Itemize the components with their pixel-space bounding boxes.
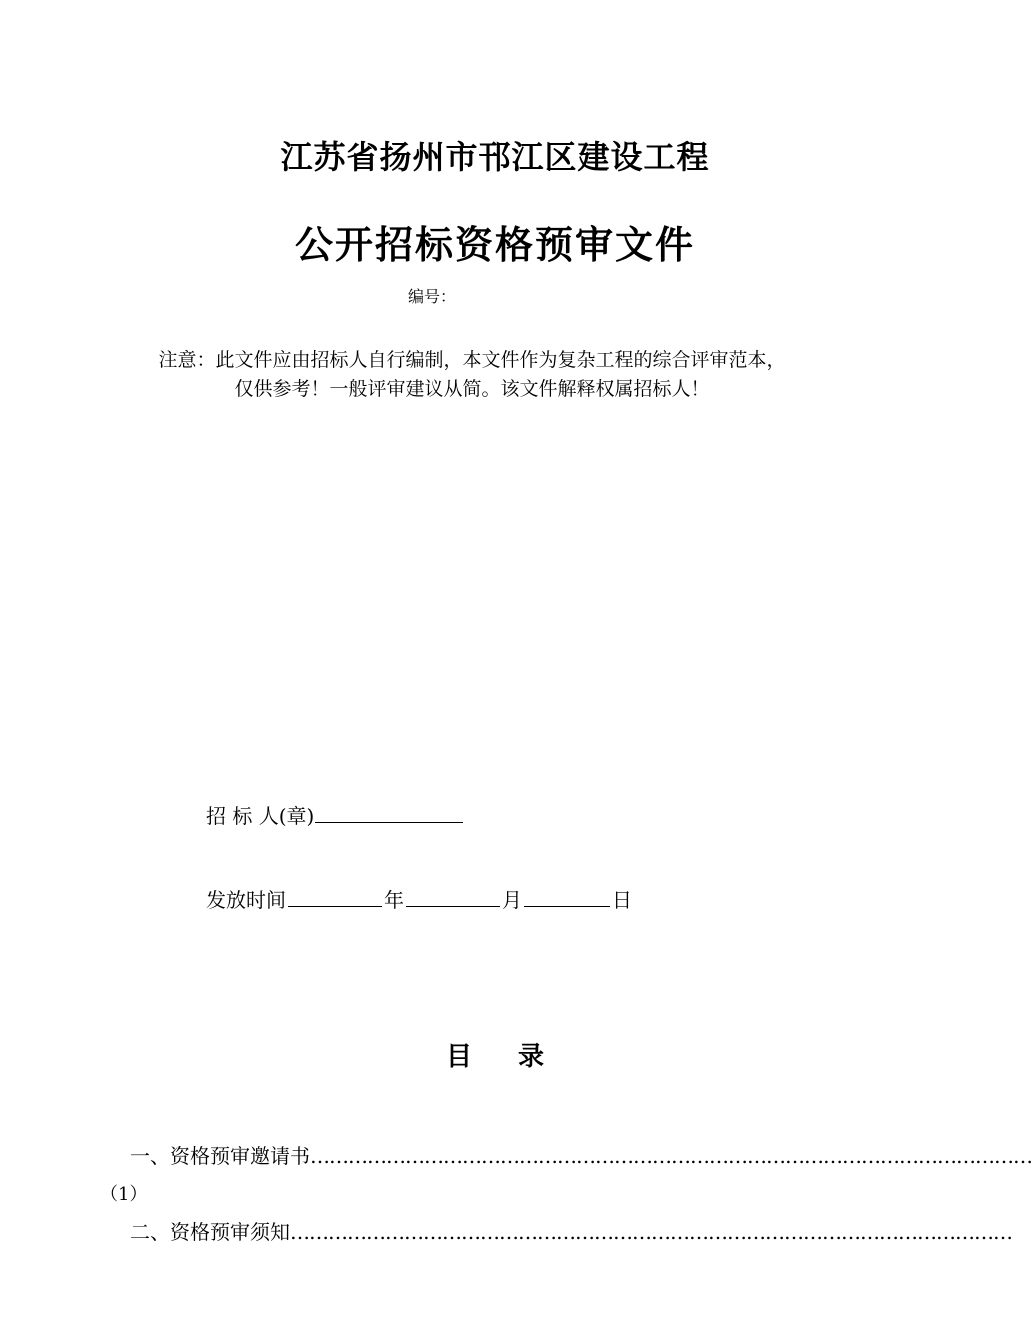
toc-leader-dots: …………………………………………………………………………………………………… <box>310 1144 1032 1168</box>
issue-day-blank[interactable] <box>524 886 610 907</box>
notice-text <box>0 346 944 404</box>
toc-item-2[interactable] <box>130 1216 1012 1245</box>
tenderer-label: 招 标 人(章) <box>206 804 315 828</box>
document-number-label: 编号： <box>408 287 457 306</box>
toc-leader-dots: …………………………………………………………………………………………………… <box>290 1220 1012 1244</box>
notice-line-2: 仅供参考！一般评审建议从简。该文件解释权属招标人！ <box>234 378 710 400</box>
issue-year-blank[interactable] <box>288 886 382 907</box>
month-label: 月 <box>502 888 522 912</box>
notice-part-3: 范本， <box>728 349 786 371</box>
toc-heading-right: 录 <box>518 1042 545 1072</box>
year-label: 年 <box>384 888 404 912</box>
document-title-line-2: 公开招标资格预审文件 <box>294 223 695 267</box>
issue-month-blank[interactable] <box>406 886 500 907</box>
tenderer-row <box>206 800 465 829</box>
notice-part-1: 注意：此文件应由招标人自行编制，本文件作为复杂工程 <box>158 349 634 371</box>
issue-date-row <box>206 884 632 913</box>
toc-item-label: 二、资格预审须知 <box>130 1220 290 1244</box>
toc-item-1-page: （1） <box>100 1184 148 1205</box>
document-title-line-1: 江苏省扬州市邗江区建设工程 <box>280 138 710 176</box>
issue-date-label: 发放时间 <box>206 888 286 912</box>
toc-heading <box>0 1036 990 1073</box>
notice-part-2: 的综合评审 <box>633 349 729 371</box>
toc-item-label: 一、资格预审邀请书 <box>130 1144 310 1168</box>
day-label: 日 <box>612 888 632 912</box>
toc-heading-left: 目 <box>445 1042 472 1072</box>
tenderer-seal-blank[interactable] <box>315 802 463 823</box>
toc-item-1[interactable] <box>130 1140 1032 1169</box>
